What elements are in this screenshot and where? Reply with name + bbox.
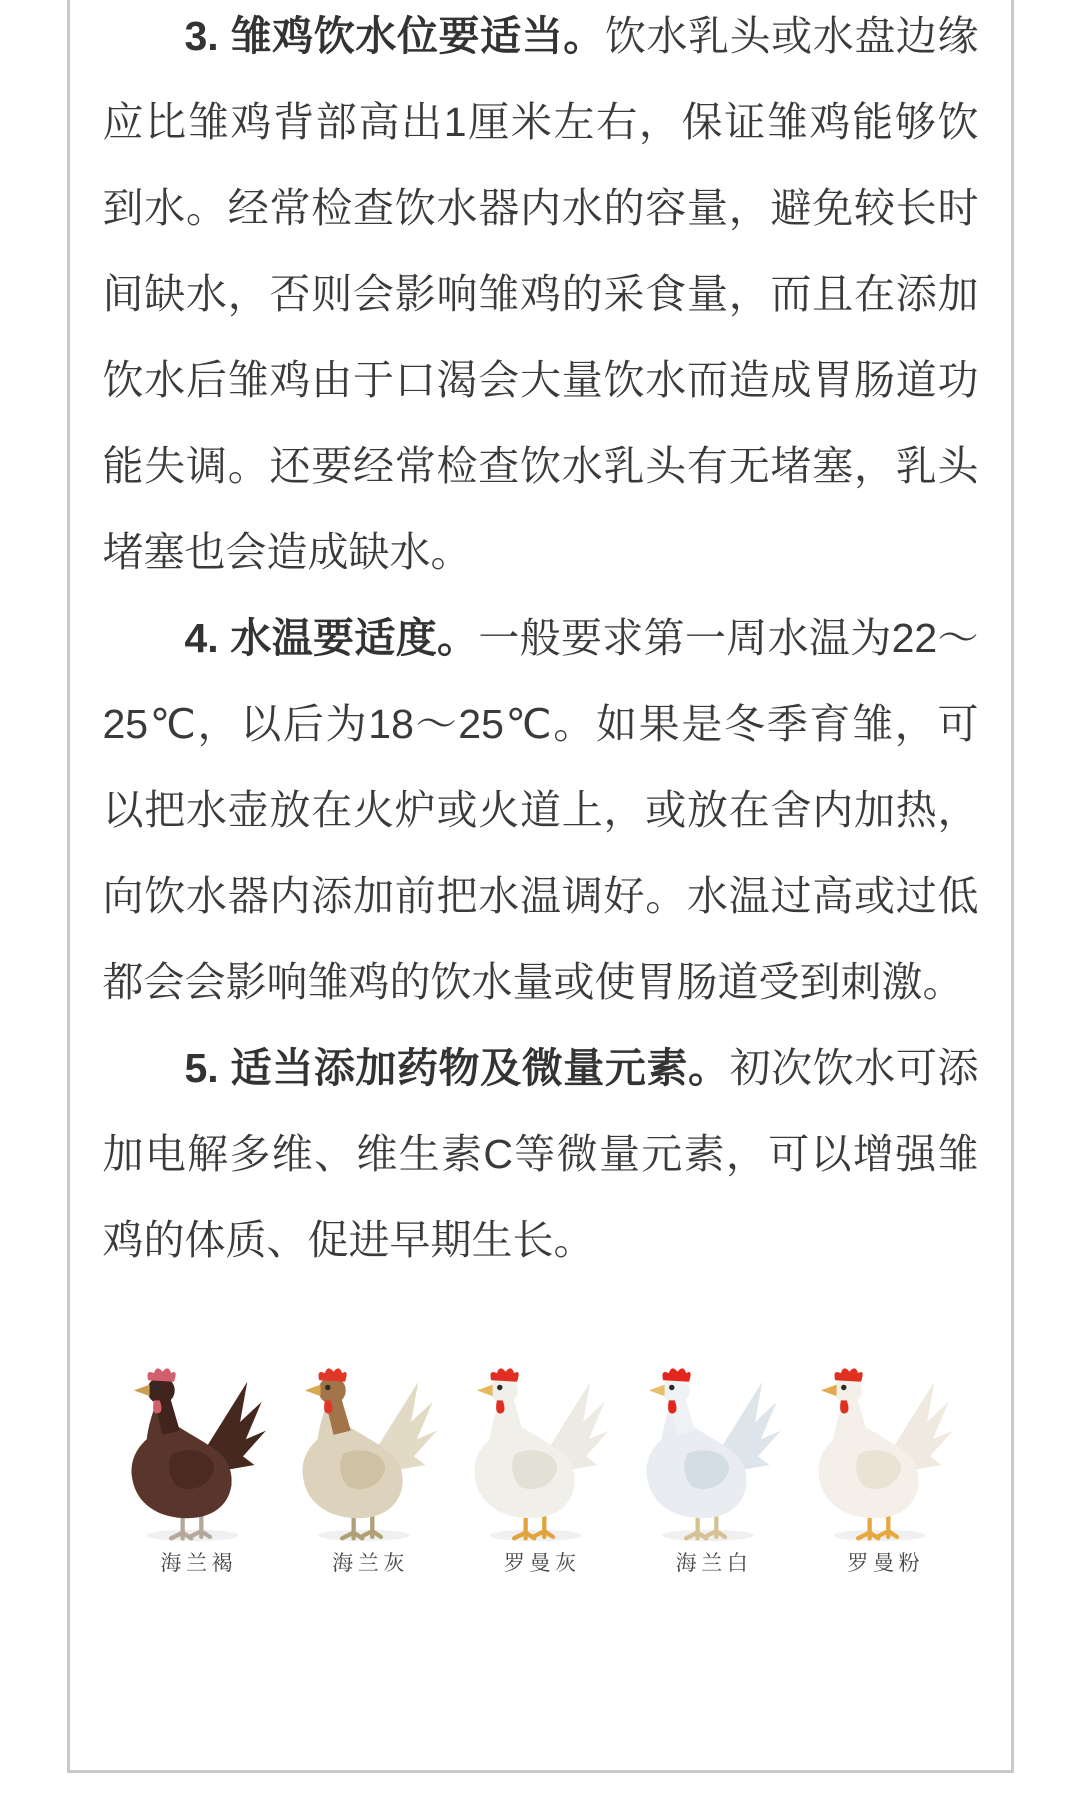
section-4-paragraph	[103, 595, 979, 1025]
section-3-paragraph	[103, 0, 979, 595]
chicken-breed-item	[118, 1367, 276, 1577]
article-page	[67, 0, 1014, 1773]
chicken-image	[805, 1367, 963, 1543]
chicken-breed-item	[289, 1367, 447, 1577]
chicken-breed-label: 海兰褐	[160, 1552, 238, 1575]
section-3-heading: 3. 雏鸡饮水位要适当。	[184, 13, 605, 59]
article-body	[70, 0, 1011, 1283]
chicken-image	[289, 1367, 447, 1543]
section-4-heading: 4. 水温要适度。	[184, 615, 479, 661]
chicken-breed-label: 罗曼灰	[503, 1552, 581, 1575]
chicken-breed-label: 海兰灰	[332, 1552, 409, 1575]
chicken-image	[461, 1367, 619, 1543]
section-5-paragraph	[103, 1025, 979, 1283]
chicken-breeds-row	[70, 1367, 1011, 1577]
chicken-breed-item	[461, 1367, 619, 1577]
section-5-heading: 5. 适当添加药物及微量元素。	[184, 1045, 730, 1091]
chicken-image	[633, 1367, 791, 1543]
section-5-text: 初次饮水可添加电解多维、维生素C等微量元素，可以增强雏鸡的体质、促进早期生长。	[102, 1045, 979, 1263]
chicken-breed-item	[805, 1367, 963, 1577]
chicken-image	[118, 1367, 276, 1543]
section-4-text: 一般要求第一周水温为22～25℃，以后为18～25℃。如果是冬季育雏，可以把水壶放在火炉或火道上，或放在舍内加热，向饮水器内添加前把水温调好。水温过高或过低都会会影响雏鸡的饮水量或使胃肠道受到刺激。	[102, 615, 979, 1005]
chicken-breed-item	[633, 1367, 791, 1577]
section-3-text: 饮水乳头或水盘边缘应比雏鸡背部高出1厘米左右，保证雏鸡能够饮到水。经常检查饮水器内水的容量，避免较长时间缺水，否则会影响雏鸡的采食量，而且在添加饮水后雏鸡由于口渴会大量饮水而造成胃肠道功能失调。还要经常检查饮水乳头有无堵塞，乳头堵塞也会造成缺水。	[102, 13, 979, 575]
chicken-breed-label: 海兰白	[675, 1552, 753, 1575]
chicken-breed-label: 罗曼粉	[847, 1552, 925, 1575]
